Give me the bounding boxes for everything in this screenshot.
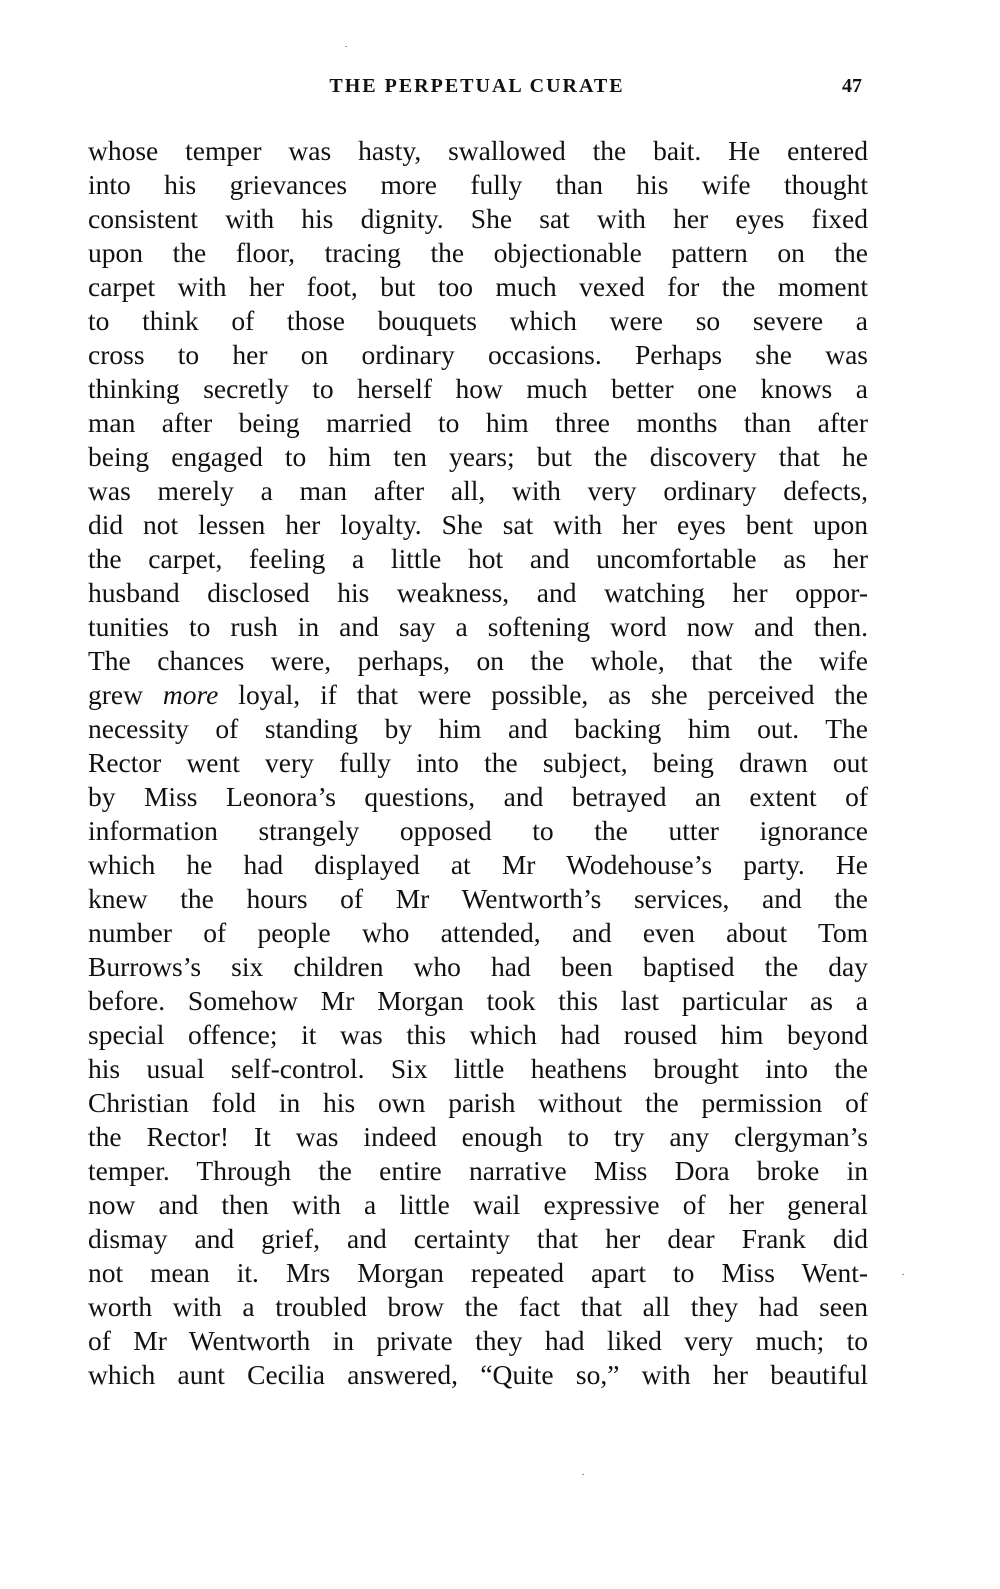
text-line: The chances were, perhaps, on the whole, that the wife (88, 645, 868, 676)
text-line: the carpet, feeling a little hot and uncomfortable as her (88, 543, 868, 574)
text-fragment: loyal, if that were possible, as she perceived the (218, 679, 868, 710)
text-line: which aunt Cecilia answered, “Quite so,” with her beautiful (88, 1359, 868, 1390)
text-line: Christian fold in his own parish without the permission of (88, 1087, 868, 1118)
text-line: Burrows’s six children who had been baptised the day (88, 951, 868, 982)
scan-speck (902, 1274, 904, 1275)
text-line: cross to her on ordinary occasions. Perhaps she was (88, 339, 868, 370)
text-line: dismay and grief, and certainty that her dear Frank did (88, 1223, 868, 1254)
text-line: man after being married to him three months than after (88, 407, 868, 438)
text-line: special offence; it was this which had roused him beyond (88, 1019, 868, 1050)
text-line: now and then with a little wail expressive of her general (88, 1189, 868, 1220)
text-line: before. Somehow Mr Morgan took this last particular as a (88, 985, 868, 1016)
text-line: consistent with his dignity. She sat with her eyes fixed (88, 203, 868, 234)
text-line: worth with a troubled brow the fact that all they had seen (88, 1291, 868, 1322)
text-line: which he had displayed at Mr Wodehouse’s party. He (88, 849, 868, 880)
text-line: the Rector! It was indeed enough to try any clergyman’s (88, 1121, 868, 1152)
page-number: 47 (842, 75, 862, 97)
italic-emphasis: more (162, 679, 219, 710)
text-fragment: grew (88, 679, 163, 710)
text-line: necessity of standing by him and backing him out. The (88, 713, 868, 744)
scan-speck (345, 46, 347, 47)
text-line: not mean it. Mrs Morgan repeated apart to Miss Went- (88, 1257, 868, 1288)
body-text (88, 134, 868, 1392)
text-line: Rector went very fully into the subject, being drawn out (88, 747, 868, 778)
text-line: information strangely opposed to the utter ignorance (88, 815, 868, 846)
text-line: was merely a man after all, with very ordinary defects, (88, 475, 868, 506)
text-line: number of people who attended, and even about Tom (88, 917, 868, 948)
running-header (88, 75, 866, 105)
text-line: temper. Through the entire narrative Miss Dora broke in (88, 1155, 868, 1186)
text-line: thinking secretly to herself how much better one knows a (88, 373, 868, 404)
text-line: did not lessen her loyalty. She sat with her eyes bent upon (88, 509, 868, 540)
text-line: husband disclosed his weakness, and watching her oppor- (88, 577, 868, 608)
text-line: whose temper was hasty, swallowed the bait. He entered (88, 135, 868, 166)
text-line: tunities to rush in and say a softening word now and then. (88, 611, 868, 642)
text-line: to think of those bouquets which were so severe a (88, 305, 868, 336)
text-line: his usual self-control. Six little heathens brought into the (88, 1053, 868, 1084)
text-line: being engaged to him ten years; but the discovery that he (88, 441, 868, 472)
scan-speck (582, 1474, 584, 1475)
text-line: carpet with her foot, but too much vexed for the moment (88, 271, 868, 302)
text-line: into his grievances more fully than his wife thought (88, 169, 868, 200)
text-line: knew the hours of Mr Wentworth’s services, and the (88, 883, 868, 914)
text-line-with-italic (88, 678, 868, 712)
text-line: of Mr Wentworth in private they had liked very much; to (88, 1325, 868, 1356)
text-line: upon the floor, tracing the objectionable pattern on the (88, 237, 868, 268)
text-line: by Miss Leonora’s questions, and betrayed an extent of (88, 781, 868, 812)
running-title: THE PERPETUAL CURATE (329, 75, 625, 97)
